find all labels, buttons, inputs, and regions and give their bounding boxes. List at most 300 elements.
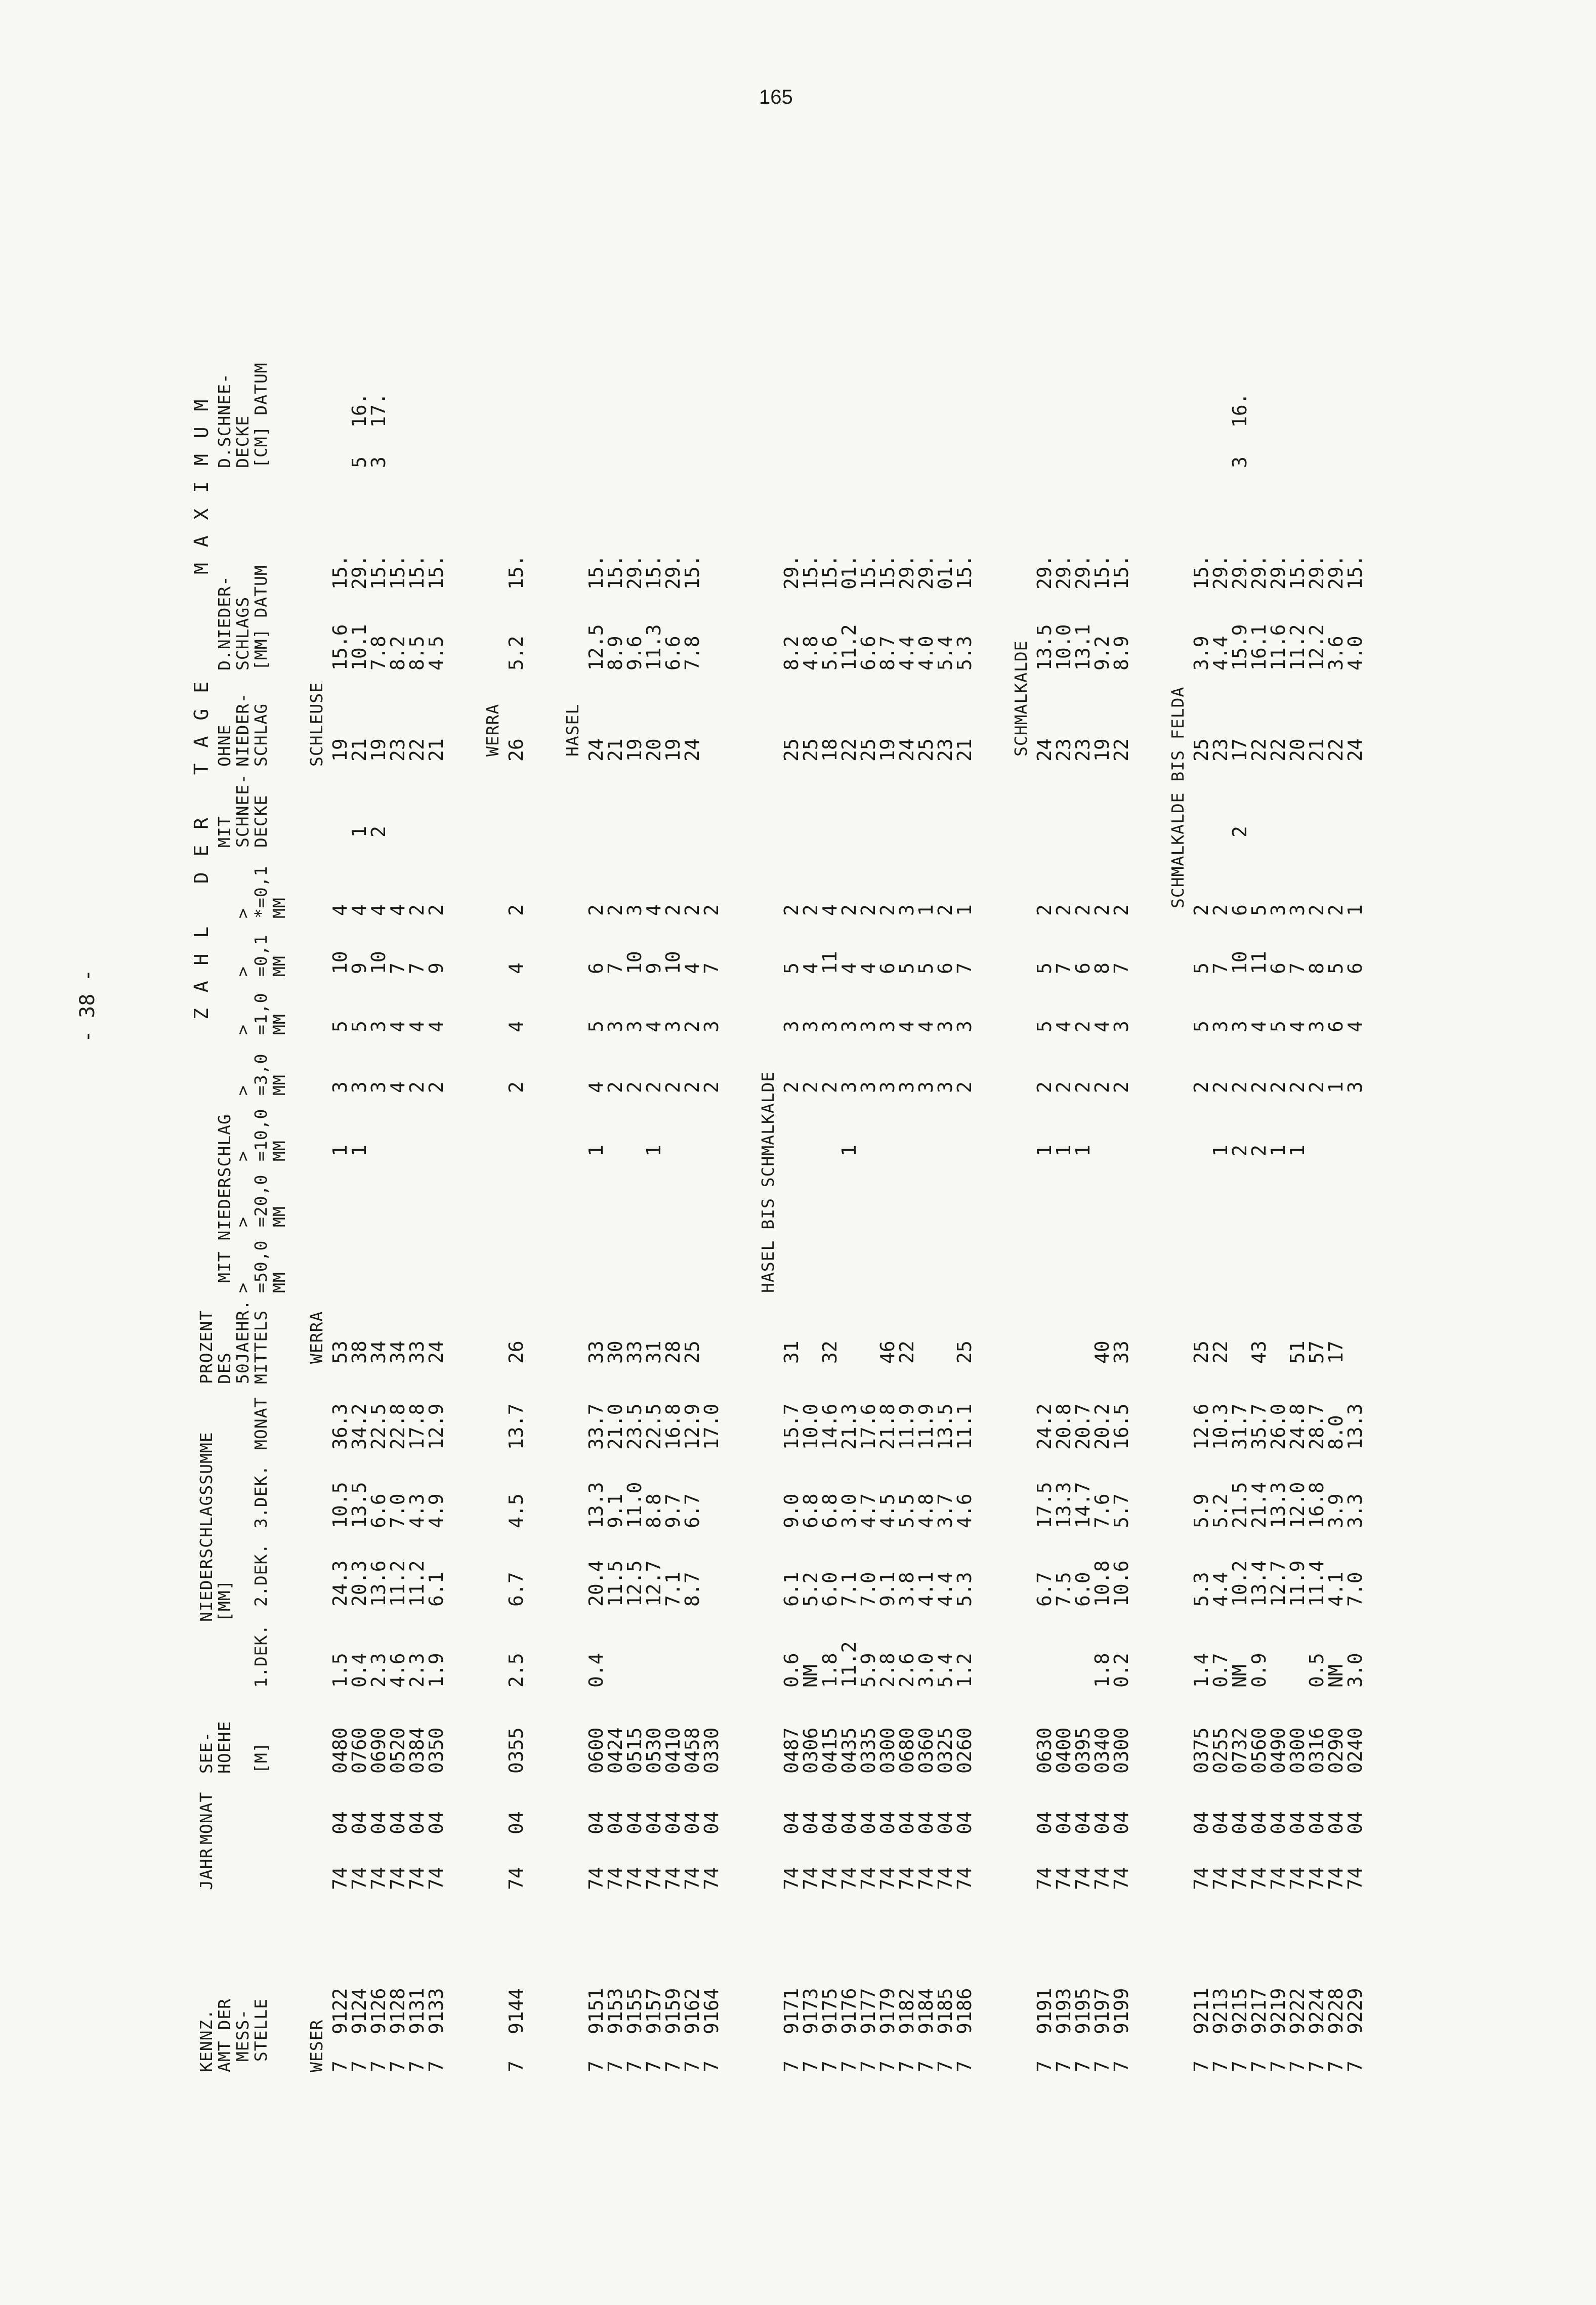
cell-jahr: 74 bbox=[329, 1867, 351, 1890]
cell-t10: 1 bbox=[348, 1145, 370, 1156]
cell-monat: 04 bbox=[1110, 1811, 1132, 1834]
cell-t01: 4 bbox=[681, 962, 703, 974]
col-monat-sum-header: MONAT bbox=[251, 1397, 271, 1450]
cell-dek2: 20.3 bbox=[348, 1560, 370, 1607]
cell-jahr: 74 bbox=[838, 1867, 860, 1890]
cell-kennz: 9199 bbox=[1110, 1988, 1132, 2034]
cell-seehoehe: 0384 bbox=[406, 1727, 428, 1774]
cell-max-nieder: 11.3 bbox=[643, 624, 665, 670]
cell-t3: 2 bbox=[1091, 1081, 1113, 1093]
cell-max-nieder-datum: 15. bbox=[505, 555, 527, 590]
cell-monat: 04 bbox=[934, 1811, 956, 1834]
col-t50-header: > =50,0 MM bbox=[233, 1240, 289, 1293]
cell-t1: 4 bbox=[1286, 1021, 1309, 1032]
cell-kennz: 9179 bbox=[876, 1988, 899, 2034]
cell-max-nieder-datum: 15. bbox=[1190, 555, 1212, 590]
cell-amt: 7 bbox=[1072, 2061, 1094, 2072]
cell-t3: 3 bbox=[896, 1081, 918, 1093]
cell-t0: 2 bbox=[934, 904, 956, 916]
cell-prozent: 46 bbox=[876, 1340, 899, 1364]
cell-amt: 7 bbox=[406, 2061, 428, 2072]
cell-ohne: 24 bbox=[1344, 738, 1366, 762]
cell-t10: 1 bbox=[838, 1145, 860, 1156]
cell-amt: 7 bbox=[1248, 2061, 1270, 2072]
cell-jahr: 74 bbox=[819, 1867, 841, 1890]
cell-ohne: 20 bbox=[1286, 738, 1309, 762]
cell-seehoehe: 0395 bbox=[1072, 1727, 1094, 1774]
cell-kennz: 9159 bbox=[662, 1988, 684, 2034]
cell-dek1: 3.0 bbox=[1344, 1653, 1366, 1688]
cell-seehoehe: 0260 bbox=[953, 1727, 976, 1774]
col-seehoehe-header: SEE- HOEHE [M] bbox=[196, 1721, 271, 1774]
cell-t01: 10 bbox=[1229, 951, 1251, 974]
cell-monat: 04 bbox=[953, 1811, 976, 1834]
cell-t10: 1 bbox=[1286, 1145, 1309, 1156]
cell-monat: 04 bbox=[406, 1811, 428, 1834]
cell-ohne: 21 bbox=[953, 738, 976, 762]
cell-seehoehe: 0490 bbox=[1267, 1727, 1289, 1774]
cell-monat: 04 bbox=[329, 1811, 351, 1834]
cell-ohne: 22 bbox=[1248, 738, 1270, 762]
cell-monat-sum: 26.0 bbox=[1267, 1403, 1289, 1450]
cell-ohne: 24 bbox=[1033, 738, 1056, 762]
cell-prozent: 51 bbox=[1286, 1340, 1309, 1364]
cell-dek2: 11.2 bbox=[406, 1560, 428, 1607]
maximum-header: M A X I M U M bbox=[190, 397, 213, 574]
cell-t1: 5 bbox=[1190, 1021, 1212, 1032]
cell-t0: 2 bbox=[1209, 904, 1232, 916]
cell-t01: 7 bbox=[700, 962, 723, 974]
cell-max-nieder: 13.1 bbox=[1072, 624, 1094, 670]
col-t1-header: > =1,0 MM bbox=[233, 992, 289, 1035]
cell-dek1: 0.7 bbox=[1209, 1653, 1232, 1688]
cell-max-nieder-datum: 29. bbox=[623, 555, 646, 590]
cell-amt: 7 bbox=[1110, 2061, 1132, 2072]
cell-dek1: 1.8 bbox=[819, 1653, 841, 1688]
cell-monat-sum: 22.5 bbox=[643, 1403, 665, 1450]
cell-ohne: 23 bbox=[387, 738, 409, 762]
cell-t1: 3 bbox=[1306, 1021, 1328, 1032]
cell-ohne: 24 bbox=[681, 738, 703, 762]
cell-dek2: 12.5 bbox=[623, 1560, 646, 1607]
cell-max-nieder: 8.9 bbox=[604, 636, 626, 670]
cell-max-nieder: 9.2 bbox=[1091, 636, 1113, 670]
cell-seehoehe: 0424 bbox=[604, 1727, 626, 1774]
cell-amt: 7 bbox=[329, 2061, 351, 2072]
cell-dek2: 6.7 bbox=[505, 1572, 527, 1607]
cell-prozent: 25 bbox=[681, 1340, 703, 1364]
cell-amt: 7 bbox=[1267, 2061, 1289, 2072]
cell-mit-schnee: 2 bbox=[1229, 826, 1251, 837]
cell-dek2: 6.7 bbox=[1033, 1572, 1056, 1607]
cell-t1: 3 bbox=[1110, 1021, 1132, 1032]
cell-seehoehe: 0335 bbox=[857, 1727, 879, 1774]
cell-max-nieder-datum: 29. bbox=[1306, 555, 1328, 590]
cell-amt: 7 bbox=[876, 2061, 899, 2072]
cell-dek1: 2.3 bbox=[367, 1653, 390, 1688]
cell-kennz: 9157 bbox=[643, 1988, 665, 2034]
cell-dek2: 10.6 bbox=[1110, 1560, 1132, 1607]
cell-dek2: 11.5 bbox=[604, 1560, 626, 1607]
cell-monat: 04 bbox=[1248, 1811, 1270, 1834]
cell-monat-sum: 31.7 bbox=[1229, 1403, 1251, 1450]
cell-amt: 7 bbox=[1033, 2061, 1056, 2072]
cell-t01: 4 bbox=[857, 962, 879, 974]
cell-max-nieder: 8.2 bbox=[780, 636, 803, 670]
cell-max-nieder-datum: 15. bbox=[857, 555, 879, 590]
cell-t1: 3 bbox=[623, 1021, 646, 1032]
cell-t1: 4 bbox=[1344, 1021, 1366, 1032]
cell-max-nieder: 5.2 bbox=[505, 636, 527, 670]
cell-t3: 2 bbox=[425, 1081, 447, 1093]
cell-kennz: 9133 bbox=[425, 1988, 447, 2034]
cell-seehoehe: 0290 bbox=[1325, 1727, 1347, 1774]
cell-t0: 2 bbox=[1091, 904, 1113, 916]
cell-jahr: 74 bbox=[348, 1867, 370, 1890]
cell-monat: 04 bbox=[604, 1811, 626, 1834]
cell-amt: 7 bbox=[700, 2061, 723, 2072]
col-t3-header: > =3,0 MM bbox=[233, 1053, 289, 1096]
cell-monat-sum: 35.7 bbox=[1248, 1403, 1270, 1450]
cell-max-nieder-datum: 29. bbox=[1325, 555, 1347, 590]
cell-monat: 04 bbox=[780, 1811, 803, 1834]
cell-monat-sum: 11.1 bbox=[953, 1403, 976, 1450]
cell-max-nieder-datum: 15. bbox=[1110, 555, 1132, 590]
cell-t0: 4 bbox=[819, 904, 841, 916]
cell-t3: 3 bbox=[367, 1081, 390, 1093]
cell-seehoehe: 0530 bbox=[643, 1727, 665, 1774]
cell-dek2: 12.7 bbox=[643, 1560, 665, 1607]
cell-dek1: 1.2 bbox=[953, 1653, 976, 1688]
cell-t3: 2 bbox=[1053, 1081, 1075, 1093]
cell-ohne: 18 bbox=[819, 738, 841, 762]
cell-dek2: 4.1 bbox=[915, 1572, 937, 1607]
cell-t01: 6 bbox=[1344, 962, 1366, 974]
cell-t3: 3 bbox=[915, 1081, 937, 1093]
cell-jahr: 74 bbox=[1344, 1867, 1366, 1890]
cell-seehoehe: 0480 bbox=[329, 1727, 351, 1774]
cell-dek1: 0.4 bbox=[348, 1653, 370, 1688]
cell-monat-sum: 14.6 bbox=[819, 1403, 841, 1450]
cell-ohne: 25 bbox=[1190, 738, 1212, 762]
cell-monat-sum: 28.7 bbox=[1306, 1403, 1328, 1450]
cell-dek2: 7.1 bbox=[838, 1572, 860, 1607]
cell-t01: 9 bbox=[348, 962, 370, 974]
cell-t01: 6 bbox=[1072, 962, 1094, 974]
cell-max-nieder: 9.6 bbox=[623, 636, 646, 670]
cell-t1: 4 bbox=[896, 1021, 918, 1032]
cell-dek2: 6.0 bbox=[819, 1572, 841, 1607]
col-prozent-header: PROZENT DES 50JAEHR. MITTELS bbox=[196, 1300, 271, 1384]
cell-monat-sum: 17.0 bbox=[700, 1403, 723, 1450]
cell-amt: 7 bbox=[1053, 2061, 1075, 2072]
cell-max-nieder: 8.5 bbox=[406, 636, 428, 670]
cell-dek2: 4.1 bbox=[1325, 1572, 1347, 1607]
cell-t01: 10 bbox=[662, 951, 684, 974]
cell-monat: 04 bbox=[1033, 1811, 1056, 1834]
cell-dek3: 5.7 bbox=[1110, 1493, 1132, 1528]
cell-monat: 04 bbox=[838, 1811, 860, 1834]
cell-seehoehe: 0375 bbox=[1190, 1727, 1212, 1774]
cell-max-nieder-datum: 15. bbox=[876, 555, 899, 590]
cell-seehoehe: 0355 bbox=[505, 1727, 527, 1774]
cell-t0: 1 bbox=[1344, 904, 1366, 916]
cell-kennz: 9128 bbox=[387, 1988, 409, 2034]
cell-t01: 7 bbox=[1286, 962, 1309, 974]
cell-ohne: 24 bbox=[896, 738, 918, 762]
cell-dek1: 1.8 bbox=[1091, 1653, 1113, 1688]
cell-max-nieder: 12.2 bbox=[1306, 624, 1328, 670]
cell-t0: 2 bbox=[857, 904, 879, 916]
cell-t01: 10 bbox=[367, 951, 390, 974]
cell-ohne: 26 bbox=[505, 738, 527, 762]
cell-t1: 3 bbox=[819, 1021, 841, 1032]
cell-t01: 5 bbox=[915, 962, 937, 974]
cell-max-nieder-datum: 29. bbox=[915, 555, 937, 590]
cell-jahr: 74 bbox=[1325, 1867, 1347, 1890]
cell-dek2: 24.3 bbox=[329, 1560, 351, 1607]
cell-t1: 4 bbox=[505, 1021, 527, 1032]
cell-amt: 7 bbox=[604, 2061, 626, 2072]
cell-dek2: 7.5 bbox=[1053, 1572, 1075, 1607]
cell-ohne: 22 bbox=[838, 738, 860, 762]
cell-t01: 6 bbox=[934, 962, 956, 974]
cell-amt: 7 bbox=[348, 2061, 370, 2072]
cell-monat-sum: 12.6 bbox=[1190, 1403, 1212, 1450]
cell-amt: 7 bbox=[857, 2061, 879, 2072]
cell-kennz: 9122 bbox=[329, 1988, 351, 2034]
cell-t3: 2 bbox=[819, 1081, 841, 1093]
cell-dek2: 11.2 bbox=[387, 1560, 409, 1607]
cell-monat: 04 bbox=[585, 1811, 607, 1834]
cell-max-nieder-datum: 15. bbox=[1091, 555, 1113, 590]
cell-max-nieder: 6.6 bbox=[857, 636, 879, 670]
cell-prozent: 25 bbox=[953, 1340, 976, 1364]
cell-t1: 3 bbox=[780, 1021, 803, 1032]
cell-prozent: 53 bbox=[329, 1340, 351, 1364]
cell-dek3: 3.0 bbox=[838, 1493, 860, 1528]
cell-jahr: 74 bbox=[387, 1867, 409, 1890]
cell-dek2: 8.7 bbox=[681, 1572, 703, 1607]
cell-seehoehe: 0520 bbox=[387, 1727, 409, 1774]
cell-max-nieder-datum: 15. bbox=[406, 555, 428, 590]
cell-monat-sum: 21.3 bbox=[838, 1403, 860, 1450]
cell-monat: 04 bbox=[1306, 1811, 1328, 1834]
cell-monat: 04 bbox=[348, 1811, 370, 1834]
section-label: WERRA bbox=[307, 1311, 326, 1364]
cell-monat-sum: 20.2 bbox=[1091, 1403, 1113, 1450]
cell-prozent: 33 bbox=[623, 1340, 646, 1364]
cell-t10: 1 bbox=[643, 1145, 665, 1156]
cell-dek2: 7.1 bbox=[662, 1572, 684, 1607]
cell-t3: 2 bbox=[1267, 1081, 1289, 1093]
cell-dek1: 5.9 bbox=[857, 1653, 879, 1688]
cell-ohne: 25 bbox=[800, 738, 822, 762]
cell-kennz: 9228 bbox=[1325, 1988, 1347, 2034]
cell-dek3: 7.6 bbox=[1091, 1493, 1113, 1528]
cell-amt: 7 bbox=[819, 2061, 841, 2072]
cell-kennz: 9171 bbox=[780, 1988, 803, 2034]
cell-ohne: 19 bbox=[662, 738, 684, 762]
col-dek2-header: 2.DEK. bbox=[251, 1543, 271, 1607]
cell-ohne: 23 bbox=[1209, 738, 1232, 762]
cell-t01: 7 bbox=[953, 962, 976, 974]
cell-ohne: 19 bbox=[1091, 738, 1113, 762]
cell-dek3: 14.7 bbox=[1072, 1482, 1094, 1528]
cell-max-nieder: 4.5 bbox=[425, 636, 447, 670]
cell-kennz: 9173 bbox=[800, 1988, 822, 2034]
cell-dek2: 5.2 bbox=[800, 1572, 822, 1607]
cell-monat-sum: 22.8 bbox=[387, 1403, 409, 1450]
cell-dek3: 5.2 bbox=[1209, 1493, 1232, 1528]
cell-ohne: 25 bbox=[780, 738, 803, 762]
cell-amt: 7 bbox=[1306, 2061, 1328, 2072]
cell-t3: 2 bbox=[1286, 1081, 1309, 1093]
cell-monat-sum: 16.5 bbox=[1110, 1403, 1132, 1450]
cell-prozent: 33 bbox=[406, 1340, 428, 1364]
cell-ohne: 21 bbox=[604, 738, 626, 762]
cell-t0: 2 bbox=[876, 904, 899, 916]
cell-max-nieder-datum: 15. bbox=[329, 555, 351, 590]
cell-t1: 5 bbox=[1033, 1021, 1056, 1032]
cell-jahr: 74 bbox=[1306, 1867, 1328, 1890]
cell-t01: 11 bbox=[819, 951, 841, 974]
cell-kennz: 9162 bbox=[681, 1988, 703, 2034]
cell-jahr: 74 bbox=[1248, 1867, 1270, 1890]
cell-max-nieder: 6.6 bbox=[662, 636, 684, 670]
cell-max-nieder: 5.3 bbox=[953, 636, 976, 670]
cell-t1: 3 bbox=[838, 1021, 860, 1032]
cell-ohne: 22 bbox=[1325, 738, 1347, 762]
cell-kennz: 9197 bbox=[1091, 1988, 1113, 2034]
cell-prozent: 26 bbox=[505, 1340, 527, 1364]
cell-kennz: 9184 bbox=[915, 1988, 937, 2034]
cell-amt: 7 bbox=[643, 2061, 665, 2072]
cell-dek3: 4.3 bbox=[406, 1493, 428, 1528]
cell-t01: 7 bbox=[1053, 962, 1075, 974]
cell-t01: 5 bbox=[1033, 962, 1056, 974]
cell-max-nieder-datum: 15. bbox=[585, 555, 607, 590]
cell-dek3: 16.8 bbox=[1306, 1482, 1328, 1528]
cell-dek3: 11.0 bbox=[623, 1482, 646, 1528]
cell-dek1: 1.5 bbox=[329, 1653, 351, 1688]
cell-dek1: 0.4 bbox=[585, 1653, 607, 1688]
cell-dek2: 6.1 bbox=[425, 1572, 447, 1607]
cell-kennz: 9164 bbox=[700, 1988, 723, 2034]
cell-kennz: 9155 bbox=[623, 1988, 646, 2034]
cell-kennz: 9219 bbox=[1267, 1988, 1289, 2034]
cell-max-nieder: 8.2 bbox=[387, 636, 409, 670]
cell-seehoehe: 0600 bbox=[585, 1727, 607, 1774]
col-mit-schnee-header: MIT SCHNEE- DECKE bbox=[215, 773, 271, 848]
cell-jahr: 74 bbox=[1033, 1867, 1056, 1890]
cell-t1: 4 bbox=[1053, 1021, 1075, 1032]
cell-jahr: 74 bbox=[934, 1867, 956, 1890]
cell-seehoehe: 0306 bbox=[800, 1727, 822, 1774]
cell-seehoehe: 0410 bbox=[662, 1727, 684, 1774]
cell-jahr: 74 bbox=[896, 1867, 918, 1890]
cell-dek3: 4.9 bbox=[425, 1493, 447, 1528]
cell-monat: 04 bbox=[857, 1811, 879, 1834]
cell-max-nieder-datum: 29. bbox=[1248, 555, 1270, 590]
cell-dek3: 4.5 bbox=[876, 1493, 899, 1528]
cell-t3: 3 bbox=[838, 1081, 860, 1093]
cell-monat: 04 bbox=[662, 1811, 684, 1834]
cell-kennz: 9186 bbox=[953, 1988, 976, 2034]
col-t01-header: > =0,1 MM bbox=[233, 934, 289, 977]
cell-t3: 2 bbox=[800, 1081, 822, 1093]
cell-seehoehe: 0340 bbox=[1091, 1727, 1113, 1774]
cell-kennz: 9191 bbox=[1033, 1988, 1056, 2034]
cell-dek3: 3.7 bbox=[934, 1493, 956, 1528]
cell-prozent: 24 bbox=[425, 1340, 447, 1364]
cell-monat: 04 bbox=[800, 1811, 822, 1834]
cell-monat-sum: 36.3 bbox=[329, 1403, 351, 1450]
cell-max-schnee: 3 bbox=[1229, 456, 1251, 468]
cell-t1: 4 bbox=[1248, 1021, 1270, 1032]
cell-mit-schnee: 1 bbox=[348, 826, 370, 837]
cell-kennz: 9217 bbox=[1248, 1988, 1270, 2034]
cell-monat: 04 bbox=[1053, 1811, 1075, 1834]
cell-kennz: 9131 bbox=[406, 1988, 428, 2034]
cell-max-nieder-datum: 29. bbox=[348, 555, 370, 590]
cell-t1: 3 bbox=[1229, 1021, 1251, 1032]
section-label: HASEL bbox=[563, 703, 582, 757]
cell-max-nieder-datum: 15. bbox=[425, 555, 447, 590]
cell-monat: 04 bbox=[425, 1811, 447, 1834]
cell-t0: 5 bbox=[1248, 904, 1270, 916]
cell-dek1: 0.5 bbox=[1306, 1653, 1328, 1688]
cell-t1: 4 bbox=[915, 1021, 937, 1032]
cell-t3: 3 bbox=[1344, 1081, 1366, 1093]
cell-dek1: NM bbox=[1229, 1664, 1251, 1688]
cell-jahr: 74 bbox=[406, 1867, 428, 1890]
cell-monat: 04 bbox=[700, 1811, 723, 1834]
cell-ohne: 21 bbox=[1306, 738, 1328, 762]
cell-t3: 4 bbox=[387, 1081, 409, 1093]
cell-max-nieder-datum: 29. bbox=[662, 555, 684, 590]
cell-dek2: 6.1 bbox=[780, 1572, 803, 1607]
cell-max-nieder: 11.6 bbox=[1267, 624, 1289, 670]
page-marker: - 38 - bbox=[76, 969, 99, 1042]
cell-monat-sum: 22.5 bbox=[367, 1403, 390, 1450]
cell-dek2: 4.4 bbox=[1209, 1572, 1232, 1607]
cell-jahr: 74 bbox=[857, 1867, 879, 1890]
cell-dek3: 4.5 bbox=[505, 1493, 527, 1528]
col-jahr-header: JAHR bbox=[196, 1848, 216, 1890]
cell-max-nieder-datum: 01. bbox=[934, 555, 956, 590]
cell-amt: 7 bbox=[1344, 2061, 1366, 2072]
cell-mit-schnee: 2 bbox=[367, 826, 390, 837]
cell-t3: 2 bbox=[1033, 1081, 1056, 1093]
cell-dek1: 2.6 bbox=[896, 1653, 918, 1688]
cell-dek3: 9.1 bbox=[604, 1493, 626, 1528]
cell-prozent: 57 bbox=[1306, 1340, 1328, 1364]
col-t20-header: > =20,0 MM bbox=[233, 1174, 289, 1227]
cell-dek1: 3.0 bbox=[915, 1653, 937, 1688]
cell-kennz: 9124 bbox=[348, 1988, 370, 2034]
section-label: SCHLEUSE bbox=[307, 682, 326, 767]
cell-t1: 2 bbox=[1072, 1021, 1094, 1032]
cell-monat: 04 bbox=[1344, 1811, 1366, 1834]
col-max-schnee-header: D.SCHNEE- DECKE [CM] DATUM bbox=[215, 362, 271, 468]
cell-prozent: 33 bbox=[585, 1340, 607, 1364]
cell-max-nieder: 13.5 bbox=[1033, 624, 1056, 670]
cell-t10: 1 bbox=[1053, 1145, 1075, 1156]
cell-t0: 2 bbox=[780, 904, 803, 916]
cell-kennz: 9182 bbox=[896, 1988, 918, 2034]
cell-monat-sum: 13.5 bbox=[934, 1403, 956, 1450]
